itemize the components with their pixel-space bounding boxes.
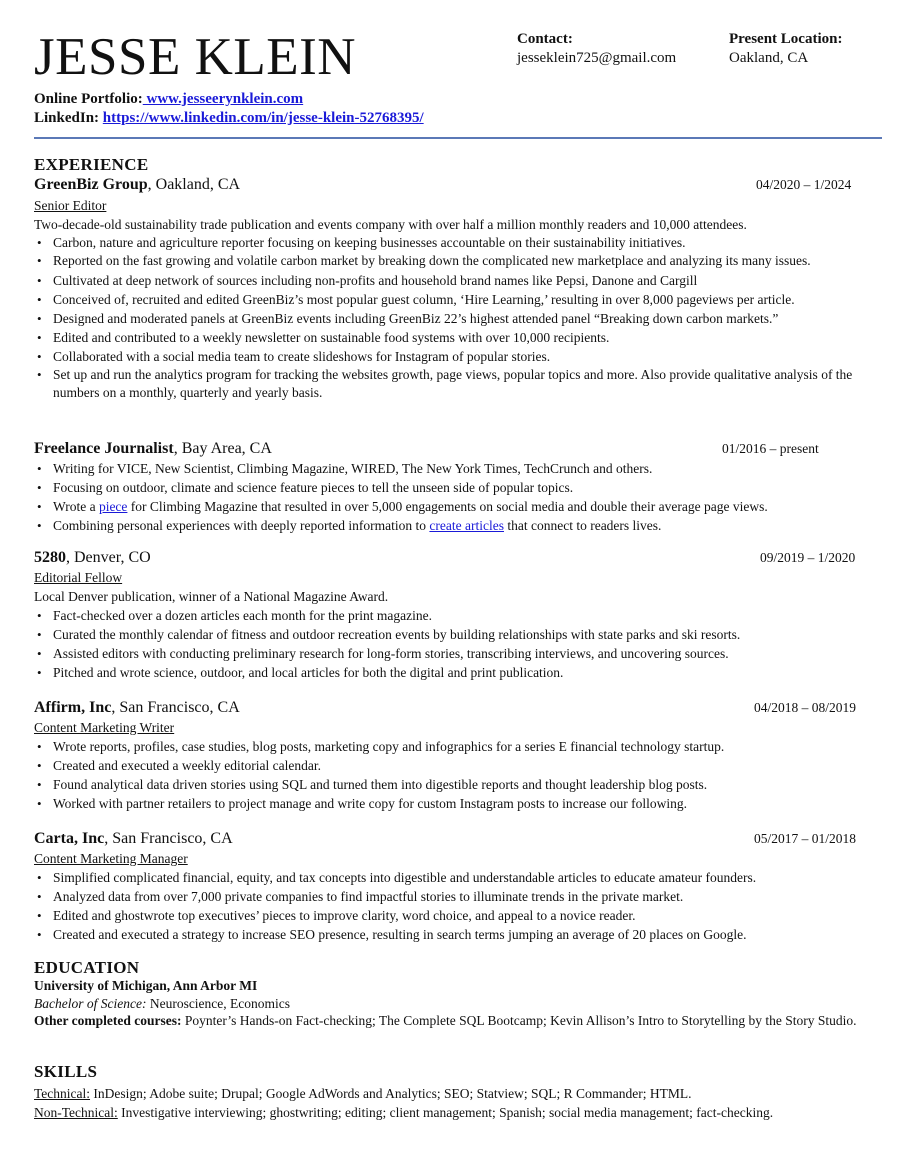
list-item: • Collaborated with a social media team to create slideshows for Instagram of popular stories. (34, 347, 870, 366)
skills-nontechnical (34, 1103, 870, 1122)
job-description: Two-decade-old sustainability trade publication and events company with over half a million monthly readers and 10,000 attendees. (34, 217, 747, 232)
job-role: Content Marketing Manager (34, 851, 188, 866)
job-header-5280 (34, 548, 866, 568)
job-location: , San Francisco, CA (111, 699, 240, 716)
nontechnical-label: Non-Technical: (34, 1105, 118, 1120)
portfolio-link[interactable]: www.jesseerynklein.com (142, 91, 304, 107)
list-item: • Found analytical data driven stories using SQL and turned them into digestible reports and thought leadership blog posts. (34, 775, 870, 794)
job-org: GreenBiz Group (34, 176, 148, 193)
bullet-text: Combining personal experiences with deeply reported information to (53, 518, 430, 533)
job-description: Local Denver publication, winner of a National Magazine Award. (34, 589, 389, 604)
list-item: • Designed and moderated panels at GreenBiz events including GreenBiz 22’s highest attended panel “Breaking down carbon markets.” (34, 309, 870, 328)
degree-label: Bachelor of Science: (34, 996, 147, 1011)
linkedin-link[interactable]: https://www.linkedin.com/in/jesse-klein-52768395/ (102, 110, 424, 126)
list-item (34, 497, 870, 516)
job-location: , Bay Area, CA (173, 440, 272, 457)
list-item: • Fact-checked over a dozen articles each month for the print magazine. (34, 606, 870, 625)
job-org: Freelance Journalist (34, 440, 174, 457)
job-bullets-carta (34, 868, 870, 944)
list-item: • Wrote reports, profiles, case studies, blog posts, marketing copy and infographics for a series E financial technology startup. (34, 737, 870, 756)
list-item: • Pitched and wrote science, outdoor, and local articles for both the digital and print publication. (34, 663, 870, 682)
list-item: • Edited and ghostwrote top executives’ pieces to improve clarity, word choice, and appeal to a novice reader. (34, 906, 870, 925)
job-header-carta (34, 829, 866, 849)
list-item: • Cultivated at deep network of sources including non-profits and household brand names like Pepsi, Danone and Cargill (34, 271, 870, 290)
job-org: Affirm, Inc (34, 699, 112, 716)
job-bullets-greenbiz (34, 233, 870, 403)
list-item: • Analyzed data from over 7,000 private companies to find impactful stories to illuminate trends in the private market. (34, 887, 870, 906)
education-degree (34, 994, 870, 1013)
degree-value: Neuroscience, Economics (146, 996, 291, 1011)
job-role: Editorial Fellow (34, 570, 123, 585)
job-dates: 09/2019 – 1/2020 (760, 550, 856, 565)
create-articles-link[interactable]: create articles (429, 518, 504, 533)
job-header-affirm (34, 698, 866, 718)
list-item: • Conceived of, recruited and edited GreenBiz’s most popular guest column, ‘Hire Learning,’ resulting in over 8,000 pageviews per article. (34, 290, 870, 309)
portfolio-label: Online Portfolio: (34, 91, 143, 107)
bullet-text: for Climbing Magazine that resulted in over 5,000 engagements on social media and double their average page views. (127, 499, 768, 514)
location-value: Oakland, CA (729, 50, 809, 66)
education-courses (34, 1012, 870, 1031)
linkedin-label: LinkedIn: (34, 110, 100, 126)
bullet-text: that connect to readers lives. (503, 518, 662, 533)
list-item: • Worked with partner retailers to project manage and write copy for custom Instagram posts to increase our following. (34, 794, 870, 813)
bullet-text: Wrote a (53, 499, 99, 514)
education-school: University of Michigan, Ann Arbor MI (34, 978, 258, 993)
header-divider (34, 137, 882, 139)
list-item: • Reported on the fast growing and volatile carbon market by breaking down the complicated new marketplace and analyzing its many issues. (34, 252, 870, 271)
job-header-freelance (34, 439, 866, 459)
job-role: Content Marketing Writer (34, 720, 175, 735)
job-dates: 04/2020 – 1/2024 (756, 177, 852, 192)
location-block (729, 30, 842, 68)
candidate-name: JESSE KLEIN (34, 28, 357, 86)
list-item: • Curated the monthly calendar of fitness and outdoor recreation events by building relationships with state parks and ski resorts. (34, 625, 870, 644)
list-item: • Set up and run the analytics program for tracking the websites growth, page views, popular topics and more. Also provide qualitative analysis of the numbers on a monthly, quarterly and yearly basis. (34, 366, 870, 403)
job-location: , Oakland, CA (147, 176, 241, 193)
job-org: 5280 (34, 549, 66, 566)
job-dates: 01/2016 – present (722, 441, 819, 456)
list-item: • Created and executed a strategy to increase SEO presence, resulting in search terms jumping an average of 20 places on Google. (34, 925, 870, 944)
list-item: • Created and executed a weekly editorial calendar. (34, 756, 870, 775)
job-bullets-freelance (34, 459, 870, 535)
job-header-greenbiz (34, 175, 866, 195)
nontechnical-value: Investigative interviewing; ghostwriting; editing; client management; Spanish; social media management; fact-checking. (117, 1105, 774, 1120)
location-label: Present Location: (729, 31, 843, 47)
list-item: • Assisted editors with conducting preliminary research for long-form stories, transcribing interviews, and uncovering sources. (34, 644, 870, 663)
skills-heading: SKILLS (34, 1062, 98, 1081)
courses-label: Other completed courses: (34, 1013, 182, 1028)
contact-block (517, 30, 676, 68)
job-dates: 05/2017 – 01/2018 (754, 831, 857, 846)
job-role: Senior Editor (34, 198, 107, 213)
list-item (34, 516, 870, 535)
list-item: • Edited and contributed to a weekly newsletter on sustainable food systems with over 10,000 recipients. (34, 328, 870, 347)
job-location: , San Francisco, CA (104, 830, 233, 847)
piece-link[interactable]: piece (98, 499, 128, 514)
contact-email[interactable]: jesseklein725@gmail.com (517, 50, 677, 66)
job-bullets-affirm (34, 737, 870, 813)
job-bullets-5280 (34, 606, 870, 682)
technical-label: Technical: (34, 1086, 91, 1101)
list-item: • Carbon, nature and agriculture reporter focusing on keeping businesses accountable on their sustainability initiatives. (34, 233, 870, 252)
profile-links (34, 90, 424, 128)
technical-value: InDesign; Adobe suite; Drupal; Google AdWords and Analytics; SEO; Statview; SQL; R Commander; HTML. (90, 1086, 692, 1101)
skills-technical (34, 1084, 870, 1103)
list-item: • Simplified complicated financial, equity, and tax concepts into digestible and understandable articles to educate amateur founders. (34, 868, 870, 887)
list-item: • Writing for VICE, New Scientist, Climbing Magazine, WIRED, The New York Times, TechCrunch and others. (34, 459, 870, 478)
education-heading: EDUCATION (34, 958, 140, 977)
job-location: , Denver, CO (66, 549, 151, 566)
list-item: • Focusing on outdoor, climate and science feature pieces to tell the unseen side of popular topics. (34, 478, 870, 497)
experience-heading: EXPERIENCE (34, 155, 149, 174)
job-org: Carta, Inc (34, 830, 105, 847)
job-dates: 04/2018 – 08/2019 (754, 700, 857, 715)
courses-value: Poynter’s Hands-on Fact-checking; The Complete SQL Bootcamp; Kevin Allison’s Intro to Storytelling by the Story Studio. (181, 1013, 857, 1028)
contact-label: Contact: (517, 31, 573, 47)
